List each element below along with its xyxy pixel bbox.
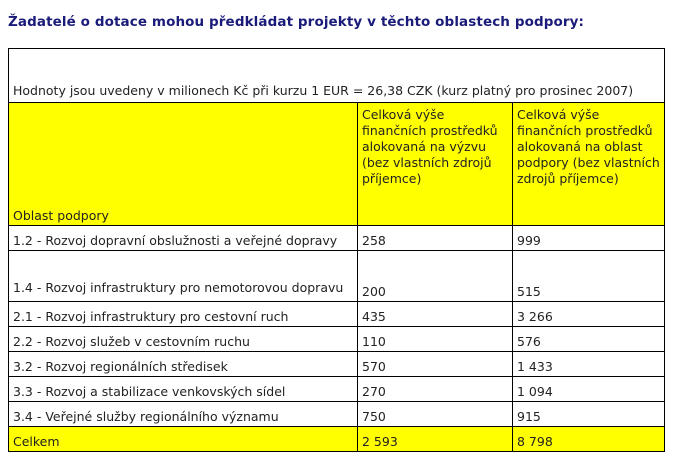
- call-allocation-cell: 435: [358, 302, 513, 327]
- call-allocation-cell: 258: [358, 226, 513, 251]
- area-allocation-cell: 1 094: [513, 377, 665, 402]
- call-allocation-cell: 200: [358, 251, 513, 302]
- area-allocation-cell: 999: [513, 226, 665, 251]
- table-row: [9, 377, 665, 402]
- table-row: [9, 251, 665, 302]
- call-allocation-cell: 110: [358, 327, 513, 352]
- area-allocation-cell: 915: [513, 402, 665, 427]
- support-area-cell: 3.4 - Veřejné služby regionálního významu: [9, 402, 358, 427]
- header-row: [9, 103, 665, 226]
- page-heading: Žadatelé o dotace mohou předkládat projekty v těchto oblastech podpory:: [8, 14, 585, 30]
- support-area-cell: 3.2 - Rozvoj regionálních středisek: [9, 352, 358, 377]
- table-row: [9, 327, 665, 352]
- total-row: [9, 427, 665, 452]
- header-support-area: Oblast podpory: [9, 103, 358, 226]
- support-areas-table: [8, 48, 665, 452]
- total-label: Celkem: [9, 427, 358, 452]
- call-allocation-cell: 750: [358, 402, 513, 427]
- area-allocation-cell: 1 433: [513, 352, 665, 377]
- support-area-cell: 1.4 - Rozvoj infrastruktury pro nemotorovou dopravu: [9, 251, 358, 302]
- support-area-cell: 2.2 - Rozvoj služeb v cestovním ruchu: [9, 327, 358, 352]
- support-area-cell: 3.3 - Rozvoj a stabilizace venkovských sídel: [9, 377, 358, 402]
- table-row: [9, 302, 665, 327]
- note-row: [9, 49, 665, 103]
- area-allocation-cell: 576: [513, 327, 665, 352]
- support-area-cell: 1.2 - Rozvoj dopravní obslužnosti a veřejné dopravy: [9, 226, 358, 251]
- table-row: [9, 226, 665, 251]
- total-call-allocation: 2 593: [358, 427, 513, 452]
- total-area-allocation: 8 798: [513, 427, 665, 452]
- header-call-allocation: Celková výše finančních prostředků alokovaná na výzvu (bez vlastních zdrojů příjemce): [358, 103, 513, 226]
- call-allocation-cell: 570: [358, 352, 513, 377]
- table-row: [9, 352, 665, 377]
- exchange-rate-note: Hodnoty jsou uvedeny v milionech Kč při kurzu 1 EUR = 26,38 CZK (kurz platný pro prosinec 2007): [9, 49, 665, 103]
- call-allocation-cell: 270: [358, 377, 513, 402]
- area-allocation-cell: 515: [513, 251, 665, 302]
- table-row: [9, 402, 665, 427]
- header-area-allocation: Celková výše finančních prostředků alokovaná na oblast podpory (bez vlastních zdrojů příjemce): [513, 103, 665, 226]
- area-allocation-cell: 3 266: [513, 302, 665, 327]
- support-area-cell: 2.1 - Rozvoj infrastruktury pro cestovní ruch: [9, 302, 358, 327]
